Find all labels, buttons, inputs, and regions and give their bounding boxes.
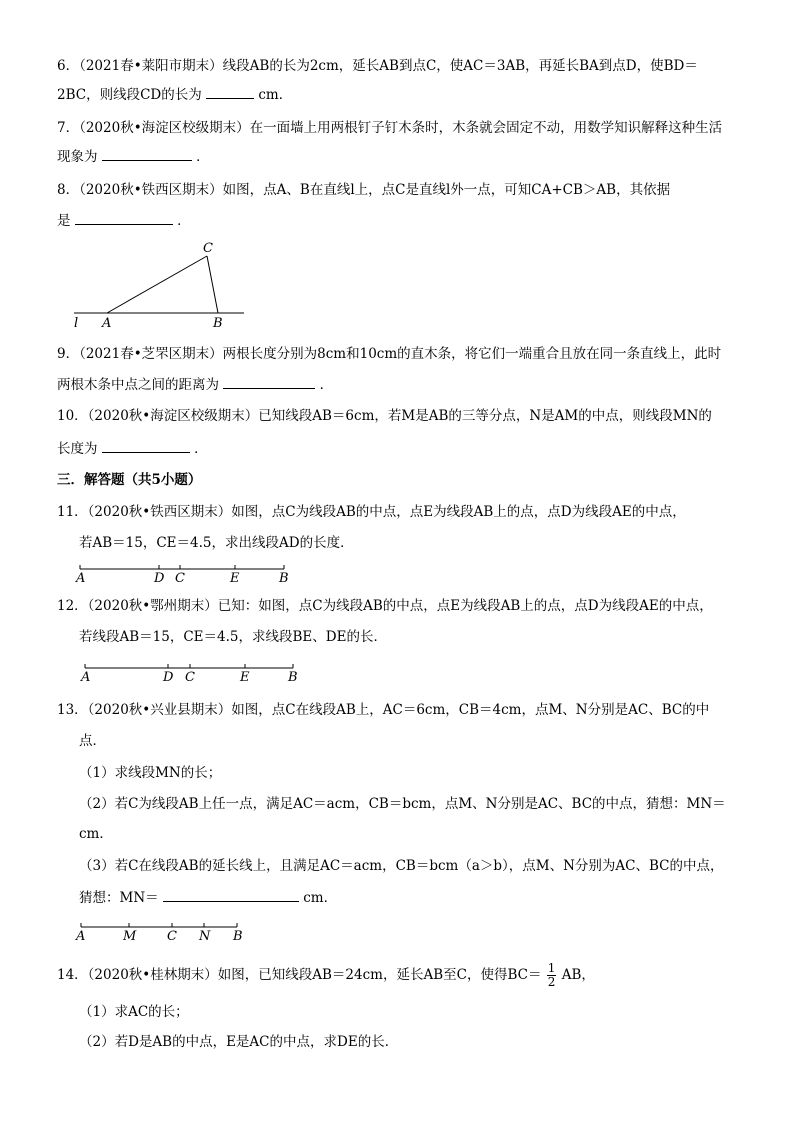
q8-line1: 8．（2020秋•铁西区期末）如图，点A、B在直线l上，点C是直线l外一点，可知CA+CB＞AB，其依据 xyxy=(57,182,671,198)
q8-segment-ac xyxy=(107,256,207,313)
q13-part3-guess: 猜想：MN＝ xyxy=(79,890,159,906)
q13-part1: （1）求线段MN的长； xyxy=(79,765,222,781)
q10-line2 xyxy=(57,438,208,459)
q12-segment-figure xyxy=(80,662,300,688)
q12-line2: 若线段AB＝15，CE＝4.5，求线段BE、DE的长． xyxy=(79,629,387,645)
q14-line1 xyxy=(57,962,595,989)
q14-part1: （1）求AC的长； xyxy=(79,1004,189,1020)
q9-line1: 9．（2021春•芝罘区期末）两根长度分别为8cm和10cm的直木条，将它们一端重合且放在同一条直线上，此时 xyxy=(57,346,722,362)
section-heading: 三．解答题（共5小题） xyxy=(57,472,202,488)
q7-line1: 7．（2020秋•海淀区校级期末）在一面墙上用两根钉子钉木条时，木条就会固定不动，用数学知识解释这种生活 xyxy=(57,120,723,136)
q13-segment-figure xyxy=(76,920,256,946)
q9-line2-text: 两根木条中点之间的距离为 xyxy=(57,377,219,393)
q12-label-a: A xyxy=(81,670,91,685)
q13-line2: 点． xyxy=(79,733,106,749)
q11-line1: 11．（2020秋•铁西区期末）如图，点C为线段AB的中点，点E为线段AB上的点，点D为线段AE的中点， xyxy=(57,504,686,520)
q10-line2-text: 长度为 xyxy=(57,441,98,457)
q13-part3-line2 xyxy=(79,887,337,908)
q13-label-a: A xyxy=(76,929,86,944)
q14-fraction xyxy=(547,962,557,989)
q11-segment-figure xyxy=(75,562,295,588)
q11-label-e: E xyxy=(230,571,240,586)
q6-line2 xyxy=(57,84,292,105)
q11-label-d: D xyxy=(154,571,165,586)
q14-fraction-denominator: 2 xyxy=(547,975,556,989)
q12-label-c: C xyxy=(185,670,195,685)
q13-label-n: N xyxy=(199,929,211,944)
q8-label-a: A xyxy=(102,316,112,331)
q10-answer-blank[interactable] xyxy=(102,438,190,453)
q8-line2 xyxy=(57,210,191,231)
q8-segment-cb xyxy=(207,256,218,313)
q9-line2 xyxy=(57,374,333,395)
q14-part2: （2）若D是AB的中点，E是AC的中点，求DE的长． xyxy=(79,1034,399,1050)
q6-answer-blank[interactable] xyxy=(206,84,254,99)
q8-answer-blank[interactable] xyxy=(75,210,173,225)
q13-part2-unit: cm． xyxy=(79,826,113,842)
q12-label-e: E xyxy=(240,670,250,685)
q8-line2-text: 是 xyxy=(57,213,71,229)
q7-line2 xyxy=(57,146,210,167)
q13-label-m: M xyxy=(123,929,137,944)
q8-triangle-figure xyxy=(70,240,250,332)
q13-label-c: C xyxy=(167,929,177,944)
q14-line1-end: AB， xyxy=(561,967,595,983)
q13-answer-blank[interactable] xyxy=(163,887,299,902)
q13-part3: （3）若C在线段AB的延长线上，且满足AC＝acm，CB＝bcm（a＞b），点M、N分别为AC、BC的中点， xyxy=(79,858,724,874)
q11-label-b: B xyxy=(279,571,289,586)
q14-line1-text: 14．（2020秋•桂林期末）如图，已知线段AB＝24cm，延长AB至C，使得BC＝ xyxy=(57,967,542,983)
q12-label-d: D xyxy=(163,670,174,685)
q8-label-b: B xyxy=(213,316,223,331)
q11-label-a: A xyxy=(76,571,86,586)
q9-end: ． xyxy=(319,377,334,393)
q12-label-b: B xyxy=(288,670,298,685)
q13-line1: 13．（2020秋•兴业县期末）如图，点C在线段AB上，AC＝6cm，CB＝4cm，点M、N分别是AC、BC的中 xyxy=(57,702,710,718)
q10-line1: 10．（2020秋•海淀区校级期末）已知线段AB＝6cm，若M是AB的三等分点，N是AM的中点，则线段MN的 xyxy=(57,408,712,424)
q14-fraction-numerator: 1 xyxy=(547,961,556,975)
q8-label-l: l xyxy=(74,316,79,331)
q13-part3-unit: cm． xyxy=(303,890,338,906)
q13-label-b: B xyxy=(233,929,243,944)
q8-label-c: C xyxy=(203,241,213,256)
q11-line2: 若AB＝15，CE＝4.5，求出线段AD的长度． xyxy=(79,535,354,551)
q7-end: ． xyxy=(196,149,210,165)
q12-line1: 12．（2020秋•鄂州期末）已知：如图，点C为线段AB的中点，点E为线段AB上的点，点D为线段AE的中点， xyxy=(57,598,713,614)
q6-line1: 6．（2021春•莱阳市期末）线段AB的长为2cm，延长AB到点C，使AC＝3AB，再延长BA到点D，使BD＝ xyxy=(57,58,698,74)
q11-label-c: C xyxy=(175,571,185,586)
q7-line2-text: 现象为 xyxy=(57,149,98,165)
q7-answer-blank[interactable] xyxy=(102,146,192,161)
q10-end: ． xyxy=(194,441,208,457)
q13-part2: （2）若C为线段AB上任一点，满足AC＝acm，CB＝bcm，点M、N分别是AC、BC的中点，猜想：MN＝ xyxy=(79,796,726,812)
q6-unit: cm． xyxy=(258,87,293,103)
q8-end: ． xyxy=(177,213,191,229)
q6-line2-text: 2BC，则线段CD的长为 xyxy=(57,87,202,103)
q9-answer-blank[interactable] xyxy=(223,374,315,389)
